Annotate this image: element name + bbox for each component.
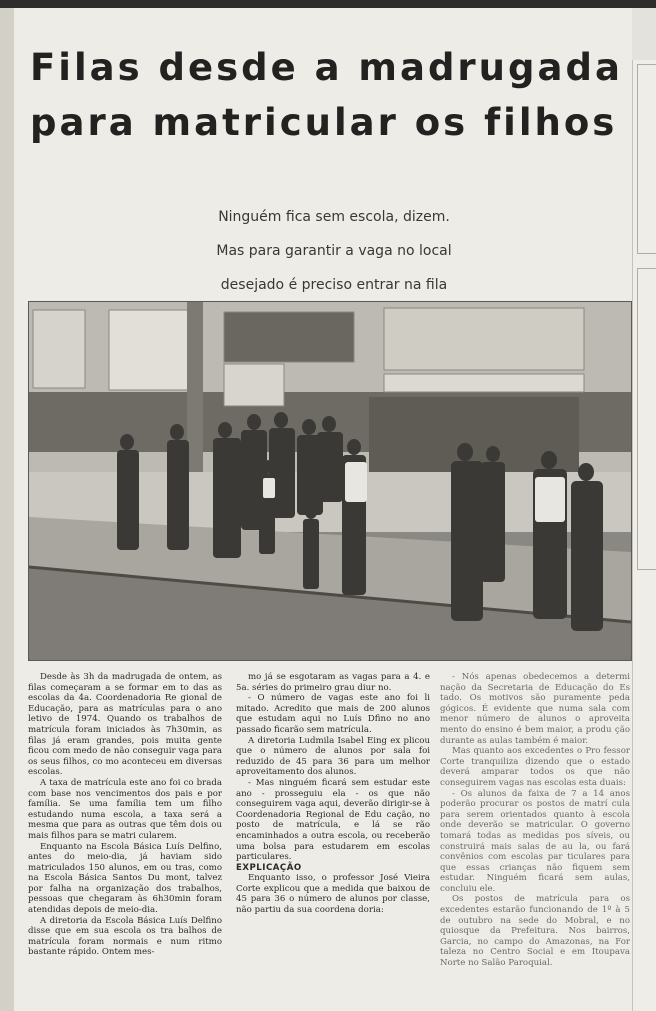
headline-line: Filas desde a madrugada <box>30 46 623 89</box>
article-column-3 <box>440 672 630 969</box>
article-column-1 <box>28 672 222 958</box>
headline-line: para matricular os filhos <box>30 101 618 144</box>
adjacent-page-box <box>637 268 656 570</box>
deck <box>164 200 504 302</box>
paragraph: mo já se esgotaram as vagas para a 4. e 5a. séries do primeiro grau diur no. <box>236 672 430 693</box>
paragraph: - O número de vagas este ano foi li mitado. Acredito que mais de 200 alunos que estudam aqui no Luís Dfino no ano passado ficarão sem matrícula. <box>236 693 430 735</box>
paragraph: Enquanto isso, o professor José Vieira Corte explicou que a medida que baixou de 45 para 36 o número de alunos por classe, não partiu da sua coordena doria: <box>236 873 430 916</box>
paragraph: - Nós apenas obedecemos a determi nação da Secretaria de Educação do Es tado. Os motivos são puramente peda gógicos. É evidente que numa sala com menor número de alunos o aproveita mento do ensino é bem maior, a produ ção durante as aulas também é maior. <box>440 672 630 746</box>
paragraph: A diretoria da Escola Básica Luís Delfino disse que em sua escola os tra balhos de matrícula foram normais e num ritmo bastante rápido. Ontem mes- <box>28 915 222 958</box>
adjacent-page-box <box>637 64 656 254</box>
deck-line: desejado é preciso entrar na fila <box>220 277 448 293</box>
deck-line: Mas para garantir a vaga no local <box>216 243 452 259</box>
paragraph: - Os alunos da faixa de 7 a 14 anos poderão procurar os postos de matrí cula para serem orientados quanto à escola onde deverão se matricular. O governo tomará todas as medidas pos síveis, ou construirá mais salas de au la, ou fará convênios com escolas par ticulares para que essas crianças não fiquem sem estudar. Ninguém ficará sem aulas, concluiu ele. <box>440 788 630 894</box>
paragraph: - Mas ninguém ficará sem estudar este ano - prosseguiu ela - os que não conseguirem vaga aqui, deverão dirigir-se à Coordenadoria Regional de Edu cação, no posto de matrícula, e lá se rão encaminhados a outra escola, ou receberão uma bolsa para estudarem em escolas particulares. <box>236 777 430 863</box>
paragraph: Os postos de matrícula para os excedentes estarão funcionando de 1º à 5 de outubro na sede do Mobral, e no quiosque da Prefeitura. Nos bairros, Garcia, no campo do Amazonas, na For taleza no Centro Social e em Itoupava Norte no Salão Paroquial. <box>440 894 630 969</box>
news-photo <box>28 301 632 661</box>
headline <box>30 40 630 150</box>
adjacent-page-strip <box>632 60 656 1011</box>
deck-line: Ninguém fica sem escola, dizem. <box>218 209 450 225</box>
scan-top-edge <box>0 0 656 8</box>
paragraph: A diretoria Ludmila Isabel Eing ex plicou que o número de alunos por sala foi reduzido de 45 para 36 para um melhor aproveitamento dos alunos. <box>236 735 430 778</box>
paragraph: Enquanto na Escola Básica Luís Delfino, antes do meio-dia, já haviam sido matriculados 150 alunos, em ou tras, como na Escola Básica Santos Du mont, talvez por falha na organização dos trabalhos, pessoas que chegaram às 6h30min foram atendidas depois de meio-dia. <box>28 841 222 916</box>
paragraph: A taxa de matrícula este ano foi co brada com base nos vencimentos dos pais e por família. Se uma família tem um filho estudando numa escola, a taxa será a mesma que para as outras que têm dois ou mais filhos para se matri cularem. <box>28 777 222 841</box>
paragraph: Mas quanto aos excedentes o Pro fessor Corte tranquiliza dizendo que o estado deverá amparar todos os que não conseguirem vagas nas escolas esta duais: <box>440 746 630 788</box>
paragraph: Desde às 3h da madrugada de ontem, as filas começaram a se formar em to das as escolas da 4a. Coordenadoria Re gional de Educação, para as matrículas para o ano letivo de 1974. Quando os trabalhos de matrícula foram iniciados às 7h30min, as filas já eram grandes, pois muita gente ficou com medo de não conseguir vaga para os seus filhos, co mo aconteceu em diversas escolas. <box>28 672 222 778</box>
section-subhead: EXPLICAÇÃO <box>236 862 302 873</box>
article-column-2 <box>236 672 430 916</box>
photo-illustration <box>29 302 631 660</box>
scan-left-edge <box>0 8 15 1011</box>
newspaper-page <box>14 8 632 1011</box>
